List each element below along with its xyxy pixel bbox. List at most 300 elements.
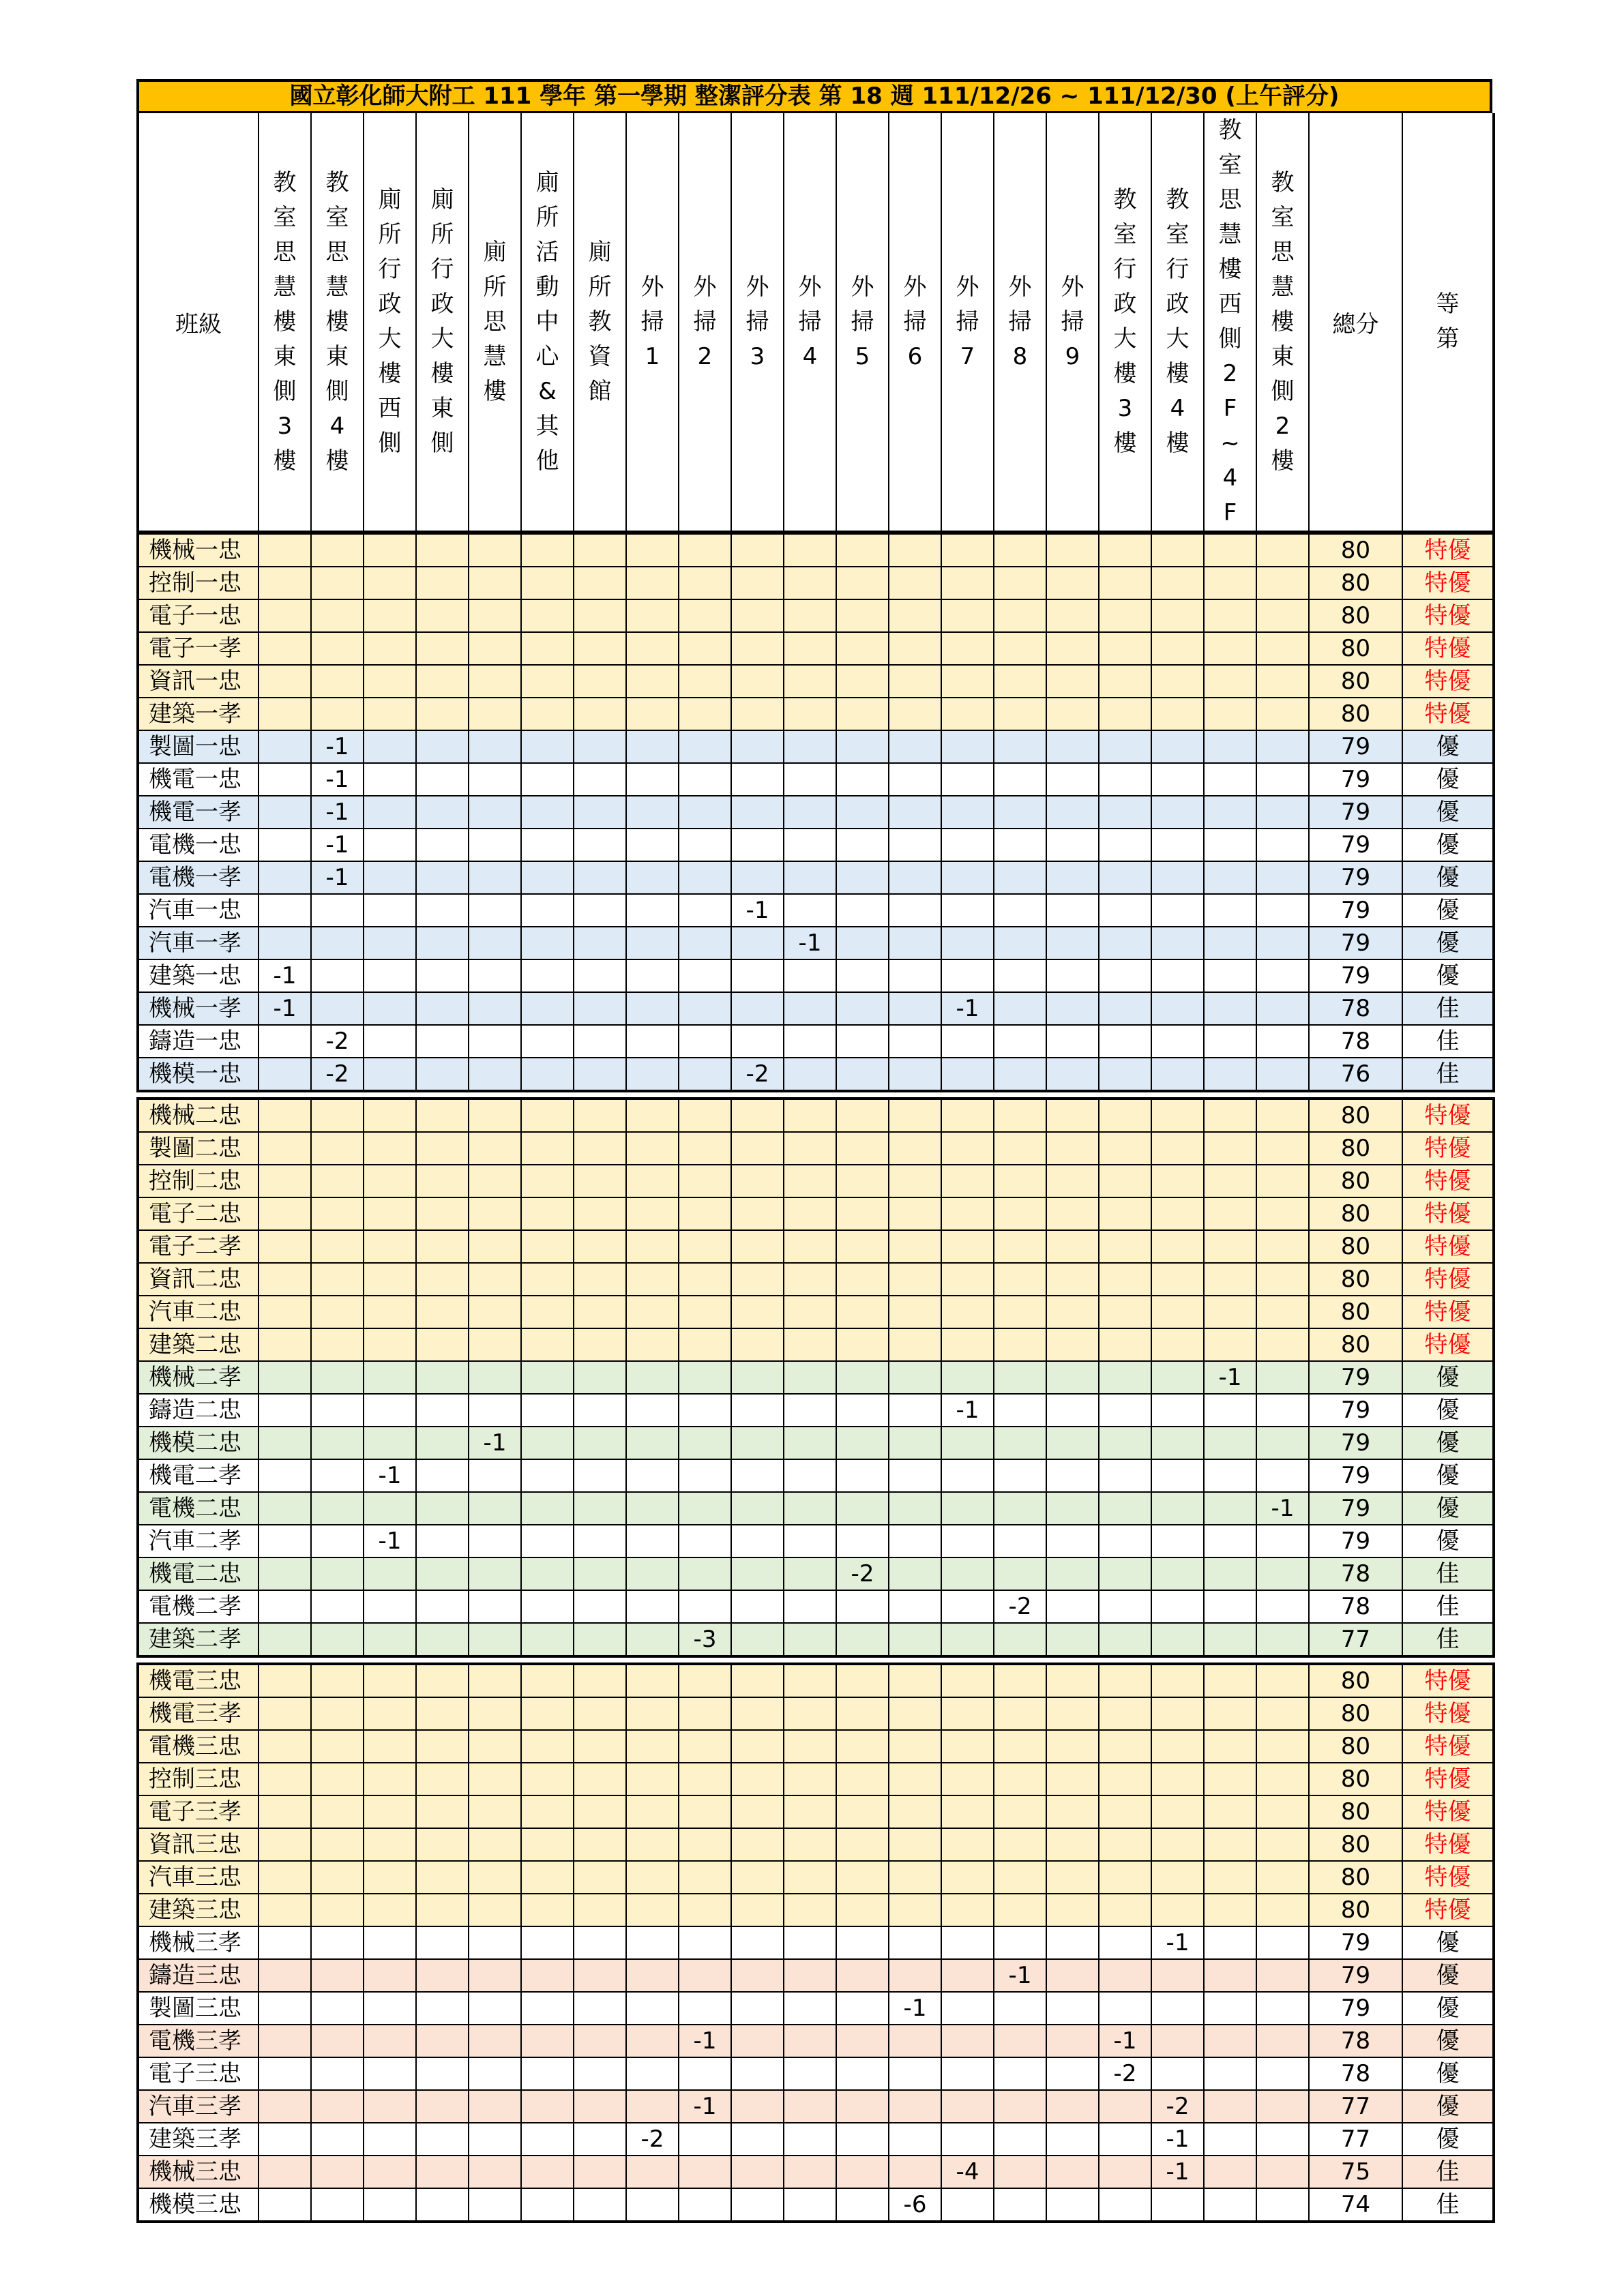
deduction-cell (1046, 992, 1099, 1025)
column-header-label: 外 掃 8 (1008, 273, 1032, 370)
deduction-cell (994, 2188, 1046, 2222)
deduction-cell (994, 1296, 1046, 1328)
column-header-label: 廁 所 思 慧 樓 (483, 238, 507, 405)
deduction-cell (1151, 1664, 1204, 1697)
deduction-cell (626, 1394, 679, 1427)
deduction-cell (1046, 1557, 1099, 1590)
deduction-cell (1151, 1557, 1204, 1590)
deduction-cell: -1 (1204, 1361, 1256, 1394)
deduction-cell (259, 1557, 311, 1590)
deduction-cell (1099, 1525, 1151, 1557)
deduction-cell (469, 1230, 521, 1263)
deduction-cell (784, 2123, 836, 2156)
deduction-cell (1151, 567, 1204, 599)
class-name-cell: 資訊一忠 (138, 665, 259, 698)
deduction-cell (626, 1992, 679, 2025)
deduction-cell (1204, 861, 1256, 894)
deduction-cell (1204, 1730, 1256, 1763)
deduction-cell (469, 1525, 521, 1557)
class-name-cell: 機械二忠 (138, 1099, 259, 1132)
deduction-cell (1204, 927, 1256, 959)
deduction-cell (1046, 2188, 1099, 2222)
total-score-cell: 80 (1309, 1230, 1402, 1263)
deduction-cell (994, 2025, 1046, 2057)
deduction-cell (679, 665, 731, 698)
deduction-cell (1151, 1328, 1204, 1361)
total-score-cell: 74 (1309, 2188, 1402, 2222)
deduction-cell (521, 2090, 574, 2123)
deduction-cell (259, 1795, 311, 1828)
deduction-cell (311, 927, 364, 959)
deduction-cell (469, 1099, 521, 1132)
grade-cell: 特優 (1402, 1165, 1494, 1197)
deduction-cell (469, 1197, 521, 1230)
deduction-cell (574, 1861, 626, 1894)
table-row (138, 665, 1494, 698)
deduction-cell (416, 829, 469, 861)
deduction-cell (1204, 1894, 1256, 1926)
class-name-cell: 電機二忠 (138, 1492, 259, 1525)
deduction-cell: -4 (941, 2156, 994, 2188)
deduction-cell (469, 1557, 521, 1590)
deduction-cell (469, 1861, 521, 1894)
deduction-cell (1099, 1557, 1151, 1590)
deduction-cell (1046, 567, 1099, 599)
deduction-cell (1256, 698, 1309, 730)
class-name-cell: 機電二孝 (138, 1459, 259, 1492)
deduction-cell (784, 829, 836, 861)
deduction-cell: -1 (311, 796, 364, 829)
table-row (138, 1025, 1494, 1058)
grade-cell: 優 (1402, 1992, 1494, 2025)
deduction-cell (994, 1165, 1046, 1197)
deduction-cell (836, 2188, 889, 2222)
grade-cell: 特優 (1402, 1664, 1494, 1697)
deduction-cell (994, 894, 1046, 927)
deduction-cell (994, 1132, 1046, 1165)
deduction-cell (836, 1828, 889, 1861)
deduction-cell (1046, 1697, 1099, 1730)
deduction-cell (1099, 2090, 1151, 2123)
deduction-cell (836, 1763, 889, 1795)
deduction-cell (1151, 894, 1204, 927)
deduction-cell (259, 829, 311, 861)
deduction-cell (836, 567, 889, 599)
deduction-cell: -1 (311, 861, 364, 894)
deduction-cell (889, 1525, 941, 1557)
deduction-cell (364, 534, 416, 567)
class-name-cell: 控制一忠 (138, 567, 259, 599)
deduction-cell (311, 1394, 364, 1427)
deduction-cell (994, 1828, 1046, 1861)
deduction-cell (626, 796, 679, 829)
table-row (138, 1959, 1494, 1992)
deduction-cell (1151, 927, 1204, 959)
deduction-cell (1099, 927, 1151, 959)
deduction-cell (1099, 1459, 1151, 1492)
deduction-cell (994, 1795, 1046, 1828)
deduction-cell (836, 1132, 889, 1165)
deduction-cell (889, 1730, 941, 1763)
class-name-cell: 電子一孝 (138, 632, 259, 665)
deduction-cell (469, 1926, 521, 1959)
deduction-cell (731, 1623, 784, 1656)
deduction-cell (1204, 992, 1256, 1025)
deduction-cell (889, 1492, 941, 1525)
deduction-cell (416, 1992, 469, 2025)
deduction-cell (1256, 730, 1309, 763)
deduction-cell (574, 1959, 626, 1992)
column-header-label: 等 第 (1436, 290, 1460, 353)
deduction-cell (731, 1557, 784, 1590)
deduction-cell (1256, 2156, 1309, 2188)
table-row (138, 2057, 1494, 2090)
deduction-cell (836, 829, 889, 861)
deduction-cell (1046, 730, 1099, 763)
deduction-cell (836, 534, 889, 567)
class-name-cell: 電機一忠 (138, 829, 259, 861)
deduction-cell: -2 (311, 1025, 364, 1058)
deduction-cell (259, 1926, 311, 1959)
deduction-cell (1256, 796, 1309, 829)
deduction-cell (416, 1557, 469, 1590)
deduction-cell (521, 829, 574, 861)
deduction-cell (311, 1296, 364, 1328)
deduction-cell (469, 1459, 521, 1492)
deduction-cell (311, 1427, 364, 1459)
deduction-cell (994, 665, 1046, 698)
deduction-cell (731, 796, 784, 829)
deduction-cell (731, 665, 784, 698)
deduction-cell (941, 1795, 994, 1828)
deduction-cell (1204, 1959, 1256, 1992)
deduction-cell (679, 861, 731, 894)
deduction-cell (836, 1697, 889, 1730)
deduction-cell (521, 992, 574, 1025)
deduction-cell (836, 2025, 889, 2057)
deduction-cell (889, 992, 941, 1025)
deduction-cell (1204, 1697, 1256, 1730)
deduction-cell (889, 2123, 941, 2156)
deduction-cell (784, 599, 836, 632)
deduction-cell (416, 763, 469, 796)
column-header-label: 廁 所 行 政 大 樓 西 側 (378, 186, 402, 457)
deduction-cell (626, 1197, 679, 1230)
total-score-cell: 80 (1309, 567, 1402, 599)
deduction-cell (416, 796, 469, 829)
deduction-cell (574, 1623, 626, 1656)
deduction-cell (679, 2057, 731, 2090)
deduction-cell (1151, 665, 1204, 698)
deduction-cell (469, 894, 521, 927)
deduction-cell (941, 1894, 994, 1926)
table-row (138, 1394, 1494, 1427)
deduction-cell (1046, 1361, 1099, 1394)
deduction-cell (941, 1230, 994, 1263)
class-name-cell: 機模三忠 (138, 2188, 259, 2222)
deduction-cell (311, 1763, 364, 1795)
deduction-cell (364, 796, 416, 829)
deduction-cell (416, 894, 469, 927)
deduction-cell (521, 894, 574, 927)
deduction-cell (259, 1361, 311, 1394)
deduction-cell (889, 1828, 941, 1861)
deduction-cell (574, 567, 626, 599)
total-score-cell: 79 (1309, 730, 1402, 763)
total-score-cell: 80 (1309, 1697, 1402, 1730)
column-header (1204, 113, 1256, 532)
deduction-cell (1046, 534, 1099, 567)
deduction-cell (1256, 2188, 1309, 2222)
class-name-cell: 汽車一孝 (138, 927, 259, 959)
deduction-cell (889, 1959, 941, 1992)
deduction-cell (574, 992, 626, 1025)
deduction-cell (521, 698, 574, 730)
deduction-cell (731, 959, 784, 992)
deduction-cell (1046, 1623, 1099, 1656)
deduction-cell (679, 1730, 731, 1763)
deduction-cell (364, 1590, 416, 1623)
deduction-cell (836, 861, 889, 894)
deduction-cell (1046, 894, 1099, 927)
deduction-cell (679, 632, 731, 665)
grade-group-table (136, 533, 1495, 1092)
deduction-cell (364, 1697, 416, 1730)
deduction-cell (259, 1763, 311, 1795)
deduction-cell (1151, 1730, 1204, 1763)
grade-cell: 優 (1402, 2025, 1494, 2057)
deduction-cell (731, 1263, 784, 1296)
deduction-cell (521, 1427, 574, 1459)
class-name-cell: 電機一孝 (138, 861, 259, 894)
deduction-cell (1046, 1861, 1099, 1894)
deduction-cell (994, 2156, 1046, 2188)
deduction-cell (941, 1296, 994, 1328)
deduction-cell (1256, 1828, 1309, 1861)
class-name-cell: 建築二忠 (138, 1328, 259, 1361)
deduction-cell (1256, 1926, 1309, 1959)
deduction-cell (994, 796, 1046, 829)
deduction-cell (1151, 1763, 1204, 1795)
deduction-cell (836, 1492, 889, 1525)
deduction-cell (1151, 1165, 1204, 1197)
class-name-cell: 電子三忠 (138, 2057, 259, 2090)
deduction-cell (679, 1992, 731, 2025)
class-name-cell: 機電一忠 (138, 763, 259, 796)
deduction-cell (259, 567, 311, 599)
deduction-cell (1099, 1959, 1151, 1992)
class-name-cell: 建築三忠 (138, 1894, 259, 1926)
deduction-cell (416, 1828, 469, 1861)
deduction-cell (259, 2090, 311, 2123)
deduction-cell (574, 1132, 626, 1165)
deduction-cell (679, 698, 731, 730)
grade-cell: 佳 (1402, 1058, 1494, 1091)
table-row (138, 1557, 1494, 1590)
deduction-cell (1046, 2123, 1099, 2156)
class-name-cell: 控制三忠 (138, 1763, 259, 1795)
deduction-cell (364, 763, 416, 796)
deduction-cell (784, 1623, 836, 1656)
deduction-cell (574, 534, 626, 567)
deduction-cell (1099, 1361, 1151, 1394)
deduction-cell (521, 2057, 574, 2090)
table-row (138, 1763, 1494, 1795)
deduction-cell (1204, 1992, 1256, 2025)
column-header (1256, 113, 1309, 532)
deduction-cell (679, 1557, 731, 1590)
deduction-cell (364, 1795, 416, 1828)
deduction-cell (1151, 1296, 1204, 1328)
deduction-cell (626, 1099, 679, 1132)
deduction-cell (731, 1828, 784, 1861)
deduction-cell (416, 1427, 469, 1459)
deduction-cell (1099, 1861, 1151, 1894)
deduction-cell (416, 1959, 469, 1992)
deduction-cell (416, 1623, 469, 1656)
deduction-cell (784, 665, 836, 698)
column-header-label: 外 掃 7 (956, 273, 979, 370)
deduction-cell (364, 2090, 416, 2123)
deduction-cell (364, 1394, 416, 1427)
deduction-cell (469, 1394, 521, 1427)
deduction-cell (364, 2025, 416, 2057)
deduction-cell (731, 1492, 784, 1525)
deduction-cell (311, 959, 364, 992)
deduction-cell (679, 763, 731, 796)
table-row (138, 927, 1494, 959)
deduction-cell (941, 1861, 994, 1894)
deduction-cell (889, 1296, 941, 1328)
deduction-cell (1256, 829, 1309, 861)
deduction-cell (416, 1296, 469, 1328)
column-header-label: 外 掃 4 (798, 273, 822, 370)
deduction-cell (731, 1763, 784, 1795)
deduction-cell (626, 1230, 679, 1263)
column-header-label: 外 掃 3 (745, 273, 769, 370)
deduction-cell (994, 2057, 1046, 2090)
deduction-cell (626, 567, 679, 599)
deduction-cell (889, 1058, 941, 1091)
deduction-cell (994, 1730, 1046, 1763)
deduction-cell (731, 1099, 784, 1132)
deduction-cell (1046, 959, 1099, 992)
deduction-cell (784, 698, 836, 730)
deduction-cell (311, 567, 364, 599)
deduction-cell (994, 992, 1046, 1025)
deduction-cell (574, 861, 626, 894)
class-name-cell: 機械一忠 (138, 534, 259, 567)
deduction-cell (521, 665, 574, 698)
class-name-cell: 製圖三忠 (138, 1992, 259, 2025)
deduction-cell (784, 796, 836, 829)
deduction-cell (994, 632, 1046, 665)
deduction-cell: -1 (889, 1992, 941, 2025)
deduction-cell (574, 1328, 626, 1361)
grade-cell: 優 (1402, 1427, 1494, 1459)
deduction-cell (574, 1230, 626, 1263)
deduction-cell (679, 1492, 731, 1525)
deduction-cell (416, 2025, 469, 2057)
column-header-label: 教 室 思 慧 樓 東 側 4 樓 (325, 168, 349, 475)
deduction-cell (679, 1058, 731, 1091)
class-name-cell: 製圖二忠 (138, 1132, 259, 1165)
column-header-label: 教 室 思 慧 樓 西 側 2 F ~ 4 F (1218, 117, 1242, 526)
deduction-cell (259, 1025, 311, 1058)
deduction-cell (311, 534, 364, 567)
deduction-cell (1046, 1099, 1099, 1132)
deduction-cell (941, 1361, 994, 1394)
deduction-cell (311, 2025, 364, 2057)
deduction-cell (1204, 1165, 1256, 1197)
deduction-cell (994, 1263, 1046, 1296)
deduction-cell (311, 2188, 364, 2222)
deduction-cell (941, 1058, 994, 1091)
deduction-cell: -1 (364, 1525, 416, 1557)
deduction-cell (889, 1664, 941, 1697)
deduction-cell (836, 1992, 889, 2025)
deduction-cell (1151, 2188, 1204, 2222)
deduction-cell (731, 1861, 784, 1894)
deduction-cell (1204, 1926, 1256, 1959)
total-score-cell: 80 (1309, 1861, 1402, 1894)
deduction-cell (836, 796, 889, 829)
deduction-cell (784, 1296, 836, 1328)
deduction-cell (626, 1296, 679, 1328)
deduction-cell (521, 1099, 574, 1132)
deduction-cell (679, 1459, 731, 1492)
deduction-cell (574, 1763, 626, 1795)
deduction-cell (941, 665, 994, 698)
deduction-cell: -2 (311, 1058, 364, 1091)
deduction-cell (311, 1828, 364, 1861)
deduction-cell (889, 534, 941, 567)
column-header-label: 外 掃 9 (1061, 273, 1084, 370)
table-row (138, 1894, 1494, 1926)
total-score-cell: 80 (1309, 534, 1402, 567)
deduction-cell (521, 1763, 574, 1795)
deduction-cell (731, 2057, 784, 2090)
deduction-cell (889, 763, 941, 796)
deduction-cell (364, 1926, 416, 1959)
deduction-cell (259, 1197, 311, 1230)
deduction-cell (679, 1361, 731, 1394)
deduction-cell (469, 1894, 521, 1926)
deduction-cell (311, 698, 364, 730)
table-row (138, 2156, 1494, 2188)
deduction-cell (626, 1763, 679, 1795)
deduction-cell (1151, 2025, 1204, 2057)
table-row (138, 1664, 1494, 1697)
deduction-cell (679, 796, 731, 829)
deduction-cell (1046, 796, 1099, 829)
deduction-cell (311, 2090, 364, 2123)
deduction-cell (1099, 1132, 1151, 1165)
deduction-cell (889, 2025, 941, 2057)
deduction-cell (259, 1992, 311, 2025)
total-score-cell: 77 (1309, 1623, 1402, 1656)
total-score-cell: 78 (1309, 1557, 1402, 1590)
deduction-cell (311, 1992, 364, 2025)
deduction-cell (521, 1459, 574, 1492)
deduction-cell (521, 1861, 574, 1894)
deduction-cell (416, 992, 469, 1025)
deduction-cell (1099, 730, 1151, 763)
deduction-cell (469, 1263, 521, 1296)
deduction-cell (311, 1664, 364, 1697)
table-row (138, 763, 1494, 796)
deduction-cell (994, 1992, 1046, 2025)
